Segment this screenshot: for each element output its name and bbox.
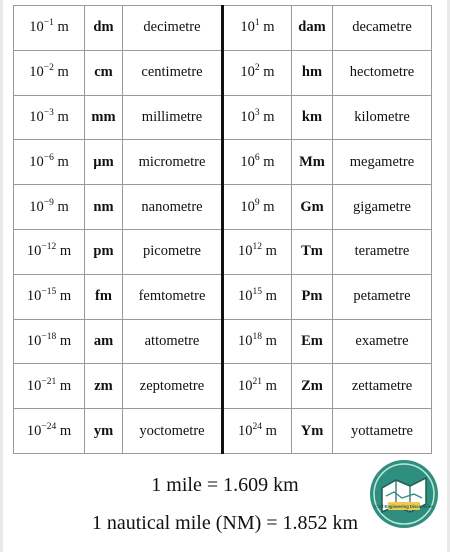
small-symbol: pm <box>85 229 123 274</box>
large-symbol: Tm <box>292 229 333 274</box>
large-name: gigametre <box>333 185 432 230</box>
small-name: femtometre <box>123 274 223 319</box>
large-name: terametre <box>333 229 432 274</box>
small-power: $10^{-3}$ m <box>14 95 85 140</box>
small-name: picometre <box>123 229 223 274</box>
large-symbol: Pm <box>292 274 333 319</box>
small-symbol: ym <box>85 409 123 454</box>
large-power: $10^1$ m <box>223 6 292 51</box>
small-name: nanometre <box>123 185 223 230</box>
large-symbol: Mm <box>292 140 333 185</box>
small-power: $10^{-1}$ m <box>14 6 85 51</box>
table-row <box>14 50 432 95</box>
small-name: decimetre <box>123 6 223 51</box>
small-symbol: µm <box>85 140 123 185</box>
large-name: petametre <box>333 274 432 319</box>
large-power: $10^6$ m <box>223 140 292 185</box>
table-row <box>14 140 432 185</box>
nautical-mile-conversion: 1 nautical mile (NM) = 1.852 km <box>91 512 359 534</box>
small-power: $10^{-12}$ m <box>14 229 85 274</box>
si-prefix-table <box>13 5 432 454</box>
svg-text:Civil Engineering Discoveries: Civil Engineering Discoveries <box>374 504 434 509</box>
small-symbol: mm <box>85 95 123 140</box>
small-name: zeptometre <box>123 364 223 409</box>
large-symbol: Gm <box>292 185 333 230</box>
table-row <box>14 409 432 454</box>
map-logo-icon <box>368 458 440 530</box>
small-power: $10^{-24}$ m <box>14 409 85 454</box>
large-power: $10^{24}$ m <box>223 409 292 454</box>
table-row <box>14 274 432 319</box>
small-power: $10^{-9}$ m <box>14 185 85 230</box>
small-name: millimetre <box>123 95 223 140</box>
small-name: yoctometre <box>123 409 223 454</box>
large-symbol: dam <box>292 6 333 51</box>
small-power: $10^{-18}$ m <box>14 319 85 364</box>
table-row <box>14 319 432 364</box>
large-power: $10^3$ m <box>223 95 292 140</box>
small-power: $10^{-2}$ m <box>14 50 85 95</box>
small-name: attometre <box>123 319 223 364</box>
small-symbol: zm <box>85 364 123 409</box>
small-symbol: fm <box>85 274 123 319</box>
table-row <box>14 185 432 230</box>
small-power: $10^{-15}$ m <box>14 274 85 319</box>
large-power: $10^9$ m <box>223 185 292 230</box>
small-symbol: nm <box>85 185 123 230</box>
large-symbol: hm <box>292 50 333 95</box>
large-power: $10^{15}$ m <box>223 274 292 319</box>
large-power: $10^{18}$ m <box>223 319 292 364</box>
large-name: decametre <box>333 6 432 51</box>
small-symbol: am <box>85 319 123 364</box>
small-power: $10^{-21}$ m <box>14 364 85 409</box>
table-row <box>14 229 432 274</box>
table-row <box>14 364 432 409</box>
large-name: exametre <box>333 319 432 364</box>
large-name: kilometre <box>333 95 432 140</box>
large-symbol: Em <box>292 319 333 364</box>
table-row <box>14 6 432 51</box>
large-name: hectometre <box>333 50 432 95</box>
small-power: $10^{-6}$ m <box>14 140 85 185</box>
small-symbol: cm <box>85 50 123 95</box>
table-row <box>14 95 432 140</box>
large-name: megametre <box>333 140 432 185</box>
large-power: $10^2$ m <box>223 50 292 95</box>
small-name: micrometre <box>123 140 223 185</box>
mile-conversion: 1 mile = 1.609 km <box>151 474 299 496</box>
large-name: zettametre <box>333 364 432 409</box>
large-power: $10^{21}$ m <box>223 364 292 409</box>
small-symbol: dm <box>85 6 123 51</box>
large-name: yottametre <box>333 409 432 454</box>
large-symbol: km <box>292 95 333 140</box>
large-symbol: Ym <box>292 409 333 454</box>
large-power: $10^{12}$ m <box>223 229 292 274</box>
small-name: centimetre <box>123 50 223 95</box>
large-symbol: Zm <box>292 364 333 409</box>
